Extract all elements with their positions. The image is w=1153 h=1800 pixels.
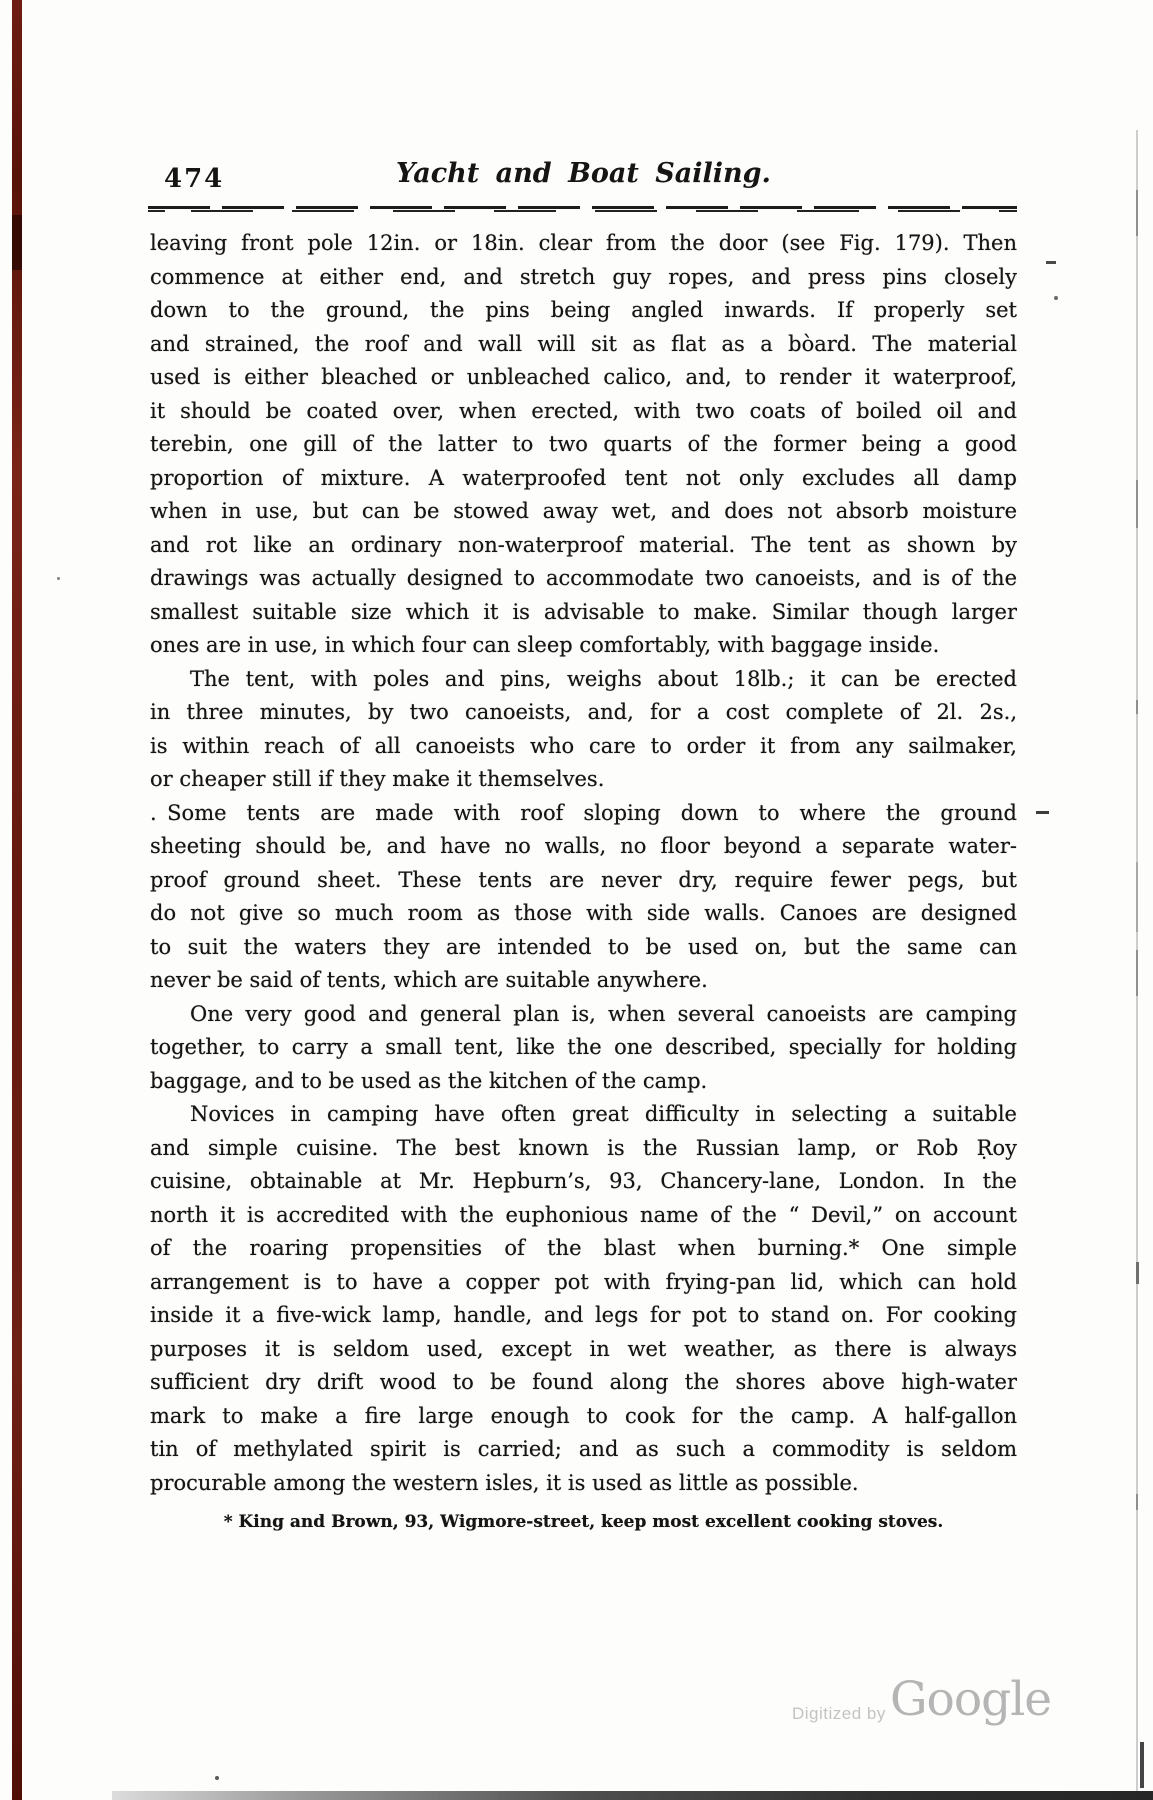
text-line: . Some tents are made with roof sloping down to where the ground (150, 800, 1017, 825)
text-line: and strained, the roof and wall will sit as flat as a bòard. The material (150, 331, 1017, 356)
page-number: 474 (164, 164, 225, 194)
text-line: and simple cuisine. The best known is the Russian lamp, or Rob Ṛoy (150, 1135, 1017, 1160)
scan-artifact (1136, 480, 1138, 528)
body-text (150, 227, 1017, 1500)
header-rule (148, 206, 1017, 213)
running-title: Yacht and Boat Sailing. (396, 158, 771, 189)
text-line: The tent, with poles and pins, weighs about 18lb.; it can be erected (190, 666, 1017, 691)
text-line: proportion of mixture. A waterproofed tent not only excludes all damp (150, 465, 1017, 490)
text-line: when in use, but can be stowed away wet, and does not absorb moisture (150, 499, 1017, 523)
text-line: together, to carry a small tent, like the one described, specially for holding (150, 1035, 1017, 1059)
scan-artifact (1136, 950, 1138, 996)
text-line: One very good and general plan is, when several canoeists are camping (190, 1001, 1017, 1026)
text-line: baggage, and to be used as the kitchen of the camp. (150, 1068, 708, 1093)
scan-speck (1036, 811, 1049, 814)
text-line: and rot like an ordinary non-waterproof material. The tent as shown by (150, 532, 1017, 557)
text-line: used is either bleached or unbleached calico, and, to render it waterproof, (150, 365, 1017, 389)
book-edge-strip (12, 0, 22, 1800)
text-line: commence at either end, and stretch guy ropes, and press pins closely (150, 264, 1017, 289)
text-line: in three minutes, by two canoeists, and, for a cost complete of 2l. 2s., (150, 700, 1017, 724)
digitized-by-label: Digitized by (792, 1704, 886, 1723)
text-line: is within reach of all canoeists who care to order it from any sailmaker, (150, 733, 1017, 758)
scan-artifact (1136, 1494, 1138, 1510)
text-line: north it is accredited with the euphonious name of the “ Devil,” on account (150, 1202, 1017, 1227)
text-line: sheeting should be, and have no walls, no floor beyond a separate water- (150, 834, 1017, 858)
text-line: or cheaper still if they make it themselves. (150, 767, 605, 791)
google-logo-watermark: Google (890, 1672, 1052, 1727)
text-line: proof ground sheet. These tents are never dry, require fewer pegs, but (150, 867, 1017, 892)
text-line: inside it a five-wick lamp, handle, and legs for pot to stand on. For cooking (150, 1303, 1017, 1327)
text-line: Novices in camping have often great difficulty in selecting a suitable (190, 1102, 1017, 1126)
text-line: sufficient dry drift wood to be found along the shores above high-water (150, 1370, 1017, 1394)
scan-artifact (1136, 862, 1138, 932)
text-line: purposes it is seldom used, except in wet weather, as there is always (150, 1336, 1017, 1361)
text-line: smallest suitable size which it is advisable to make. Similar though larger (150, 599, 1017, 624)
scan-artifact (1136, 190, 1138, 236)
scan-speck (57, 577, 60, 580)
text-line: cuisine, obtainable at Mr. Hepburn’s, 93, Chancery-lane, London. In the (150, 1169, 1017, 1193)
text-line: of the roaring propensities of the blast when burning.* One simple (150, 1236, 1017, 1260)
text-line: procurable among the western isles, it is used as little as possible. (150, 1470, 859, 1495)
text-line: terebin, one gill of the latter to two quarts of the former being a good (150, 432, 1017, 456)
book-edge-blotch (12, 215, 22, 270)
scan-speck (215, 1776, 219, 1780)
text-line: drawings was actually designed to accommodate two canoeists, and is of the (150, 566, 1017, 590)
text-line: down to the ground, the pins being angled inwards. If properly set (150, 298, 1017, 322)
bottom-scan-bar (112, 1791, 1153, 1800)
footnote: * King and Brown, 93, Wigmore-street, keep most excellent cooking stoves. (223, 1512, 944, 1532)
text-line: arrangement is to have a copper pot with frying-pan lid, which can hold (150, 1269, 1017, 1294)
text-line: leaving front pole 12in. or 18in. clear from the door (see Fig. 179). Then (150, 231, 1017, 255)
scan-speck (1054, 296, 1058, 300)
text-line: it should be coated over, when erected, with two coats of boiled oil and (150, 398, 1017, 423)
text-line: to suit the waters they are intended to be used on, but the same can (150, 934, 1017, 959)
scan-artifact (1136, 1262, 1139, 1284)
scan-artifact (1140, 1742, 1144, 1788)
scan-speck (1046, 261, 1056, 264)
text-line: ones are in use, in which four can sleep comfortably, with baggage inside. (150, 633, 940, 657)
text-line: mark to make a fire large enough to cook for the camp. A half-gallon (150, 1403, 1017, 1428)
text-line: never be said of tents, which are suitable anywhere. (150, 968, 708, 992)
text-line: do not give so much room as those with side walls. Canoes are designed (150, 901, 1017, 925)
text-line: tin of methylated spirit is carried; and as such a commodity is seldom (150, 1437, 1017, 1461)
scan-artifact (1136, 700, 1138, 714)
